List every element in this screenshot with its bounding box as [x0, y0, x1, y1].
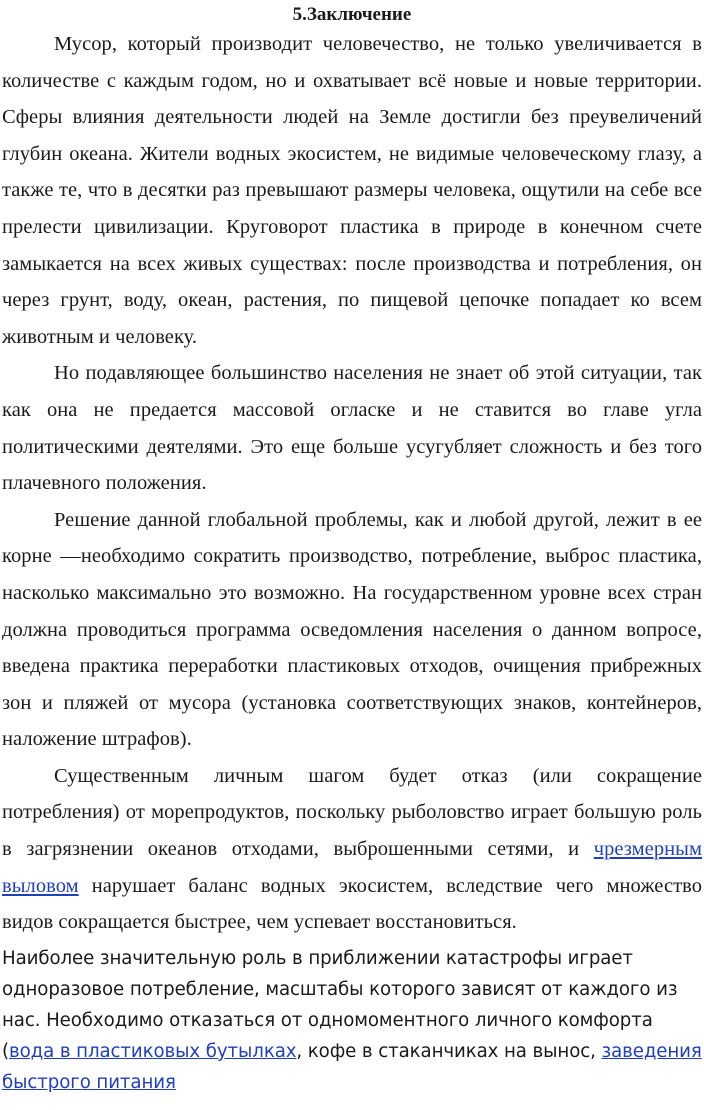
section-heading: 5.Заключение: [292, 4, 412, 25]
final-paragraph: [2, 943, 702, 1098]
final-text-2: , кофе в стаканчиках на вынос,: [296, 1040, 602, 1062]
paragraph-2: Но подавляющее большинство населения не знает об этой ситуации, так как она не предается массовой огласке и не ставится во главе угла политическими деятелями. Это еще больше усугубляет сложность и без того плачевного положения.: [2, 362, 702, 495]
paragraph-4-text-after: нарушает баланс водных экосистем, вследствие чего множество видов сокращается быстрее, чем успевает восстановиться.: [2, 874, 702, 934]
paragraph-4: [2, 758, 702, 941]
paragraph-1: Мусор, который производит человечество, не только увеличивается в количестве с каждым годом, но и охватывает всё новые и новые территории. Сферы влияния деятельности людей на Земле достигли без преувеличений глубин океана. Жители водных экосистем, не видимые человеческому глазу, а также те, что в десятки раз превышают размеры человека, ощутили на себе все прелести цивилизации. Круговорот пластика в природе в конечном счете замыкается на всех живых существах: после производства и потребления, он через грунт, воду, океан, растения, по пищевой цепочке попадает ко всем животным и человеку.: [2, 33, 702, 348]
paragraph-4-text-before: Существенным личным шагом будет отказ (или сокращение потребления) от морепродуктов, поскольку рыболовство играет большую роль в загрязнении океанов отходами, выброшенными сетями, и: [2, 764, 702, 861]
fast-food-link[interactable]: заведения быстрого питания: [2, 1040, 702, 1093]
paragraph-3: Решение данной глобальной проблемы, как и любой другой, лежит в ее корне —необходимо сократить производство, потребление, выброс пластика, насколько максимально это возможно. На государственном уровне всех стран должна проводиться программа осведомления населения о данном вопросе, введена практика переработки пластиковых отходов, очищения прибрежных зон и пляжей от мусора (установка соответствующих знаков, контейнеров, наложение штрафов).: [2, 508, 702, 751]
overfishing-link[interactable]: чрезмерным выловом: [2, 838, 702, 897]
final-text-1: Наиболее значительную роль в приближении катастрофы играет одноразовое потребление, масштабы которого зависят от каждого из нас. Необходимо отказаться от одномоментного личного комфорта (: [2, 947, 678, 1062]
plastic-bottles-link[interactable]: вода в пластиковых бутылках: [9, 1040, 297, 1062]
